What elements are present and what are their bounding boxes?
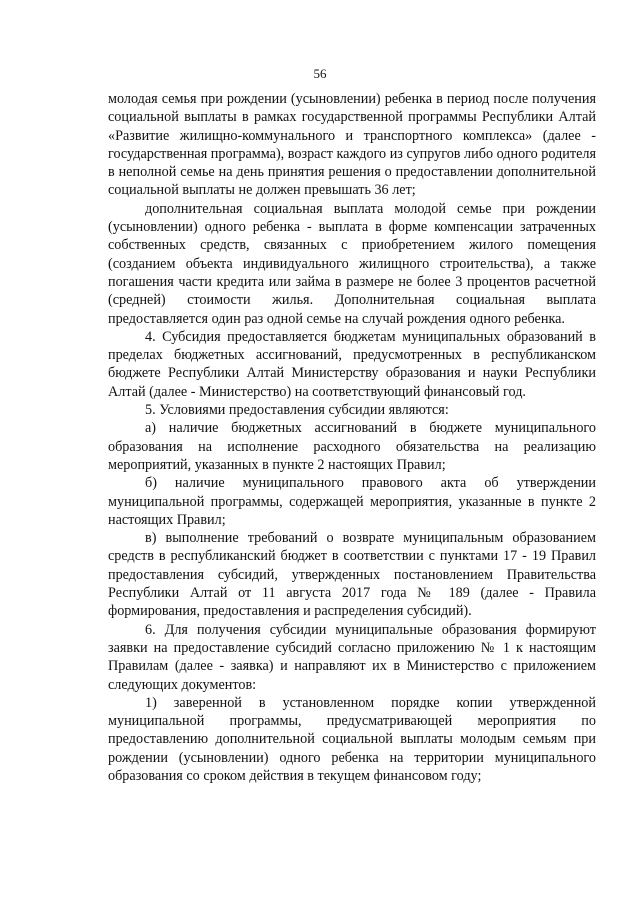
paragraph-additional-payment-definition: дополнительная социальная выплата молодой семье при рождении (усыновлении) одного ребенка - выплата в форме компенсации затраченных собственных средств, связанных с приобретением жилого помещения (созданием объекта индивидуального жилищного строительства), а также погашения части кредита или займа в размере не более 3 процентов расчетной (средней) стоимости жилья. Дополнительная социальная выплата предоставляется один раз одной семье на случай рождения одного ребенка. — [108, 200, 596, 327]
paragraph-continuation: молодая семья при рождении (усыновлении) ребенка в период после получения социальной выплаты в рамках государственной программы Республики Алтай «Развитие жилищно-коммунального и транспортного комплекса» (далее - государственная программа), возраст каждого из супругов либо одного родителя в неполной семье на день принятия решения о предоставлении дополнительной социальной выплаты не должен превышать 36 лет; — [108, 91, 596, 199]
paragraph-clause-6: 6. Для получения субсидии муниципальные образования формируют заявки на предоставление субсидий согласно приложению № 1 к настоящим Правилам (далее - заявка) и направляют их в Министерство с приложением следующих документов: — [108, 621, 596, 693]
paragraph-clause-5a: а) наличие бюджетных ассигнований в бюджете муниципального образования на исполнение расходного обязательства на реализацию мероприятий, указанных в пункте 2 настоящих Правил; — [108, 420, 596, 473]
page-number: 56 — [313, 66, 327, 81]
paragraph-clause-4: 4. Субсидия предоставляется бюджетам муниципальных образований в пределах бюджетных ассигнований, предусмотренных в республиканском бюджете Республики Алтай Министерству образования и науки Республики Алтай (далее - Министерство) на соответствующий финансовый год. — [108, 328, 596, 400]
paragraph-clause-5: 5. Условиями предоставления субсидии являются: — [145, 402, 449, 419]
paragraph-clause-5b: б) наличие муниципального правового акта об утверждении муниципальной программы, содержащей мероприятия, указанные в пункте 2 настоящих Правил; — [108, 475, 596, 528]
document-body — [108, 90, 596, 785]
paragraph-clause-6-1: 1) заверенной в установленном порядке копии утвержденной муниципальной программы, предусматривающей мероприятия по предоставлению дополнительной социальной выплаты молодым семьям при рождении (усыновлении) одного ребенка на территории муниципального образования со сроком действия в текущем финансовом году; — [108, 694, 596, 784]
paragraph-clause-5v: в) выполнение требований о возврате муниципальным образованием средств в республиканский бюджет в соответствии с пунктами 17 - 19 Правил предоставления субсидий, утвержденных постановлением Правительства Республики Алтай от 11 августа 2017 года № 189 (далее - Правила формирования, предоставления и распределения субсидий). — [108, 530, 596, 620]
